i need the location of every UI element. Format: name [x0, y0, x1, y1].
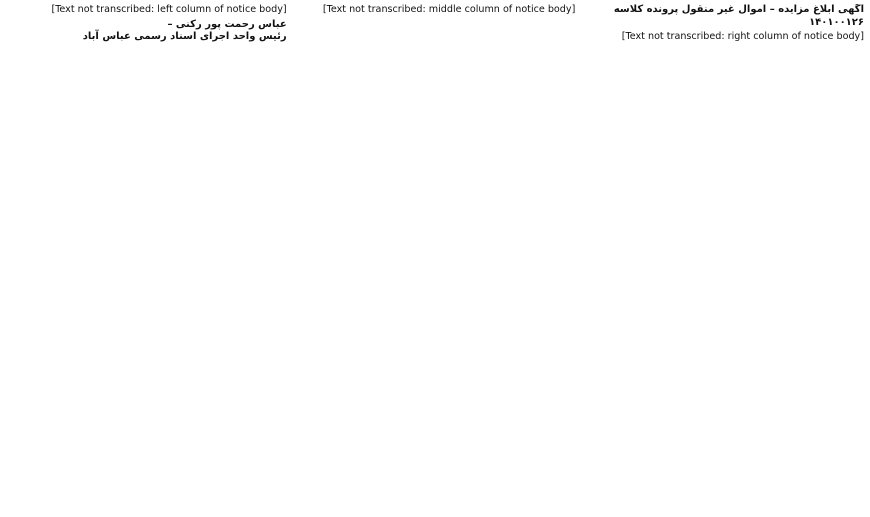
- notice-signature: [6, 19, 287, 44]
- notice-columns: [6, 4, 864, 513]
- notice-body-middle: [Text not transcribed: middle column of notice body]: [322, 4, 576, 15]
- notice-case-number: ۱۴۰۱۰۰۱۲۶: [809, 16, 864, 28]
- notice-column-middle: [295, 4, 576, 513]
- notice-body-right: [Text not transcribed: right column of notice body]: [621, 31, 864, 43]
- signature-name: عباس رحمت پور رکنی –: [167, 18, 287, 30]
- notice-title: آگهی ابلاغ مزایده – اموال غیر منقول پرونده کلاسه: [613, 4, 864, 15]
- notice-body-left: [Text not transcribed: left column of notice body]: [51, 4, 287, 15]
- notice-column-right: [583, 4, 864, 513]
- signature-title: رئیس واحد اجرای اسناد رسمی عباس آباد: [82, 31, 287, 43]
- notice-column-left: [6, 4, 287, 513]
